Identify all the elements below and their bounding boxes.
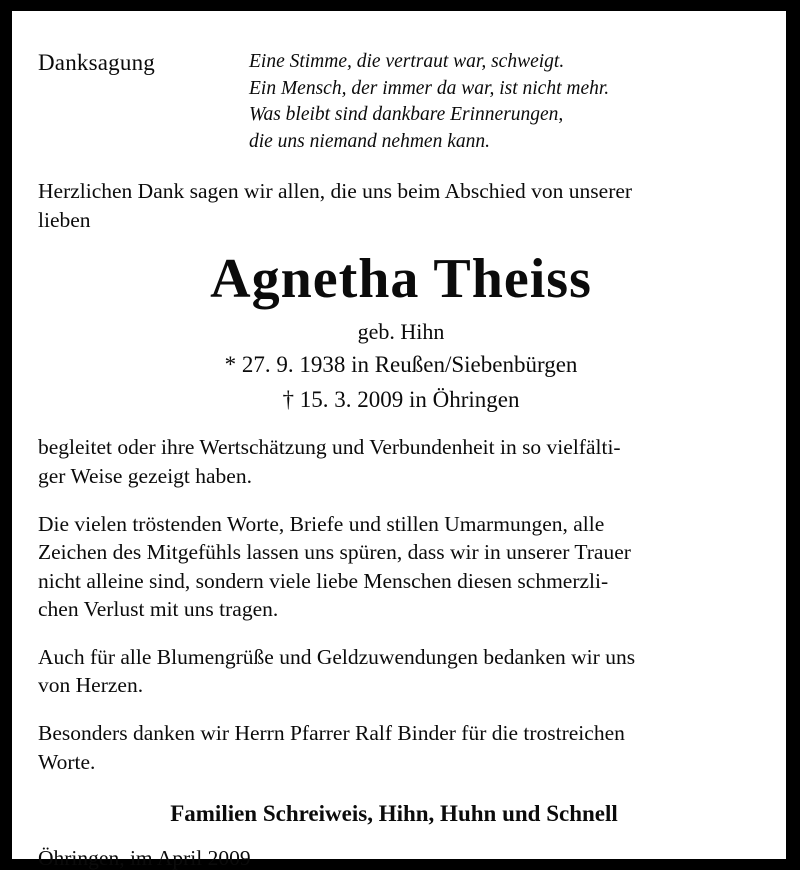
paragraph-flowers-donations-line-1: Auch für alle Blumengrüße und Geldzuwendungen bedanken wir uns (38, 644, 636, 669)
verse-line-4: die uns niemand nehmen kann. (248, 130, 490, 152)
verse-line-3: Was bleibt sind dankbare Erinnerungen, (248, 104, 564, 126)
deceased-name-block (38, 250, 764, 414)
deceased-maiden-name: geb. Hihn (357, 319, 445, 345)
paragraph-flowers-donations (38, 643, 764, 700)
obituary-notice (12, 11, 786, 870)
paragraph-condolences-line-1: Die vielen tröstenden Worte, Briefe und stillen Umarmungen, alle (38, 511, 605, 536)
paragraph-continuation (38, 433, 764, 490)
paragraph-pastor-thanks (38, 719, 764, 776)
paragraph-condolences (38, 510, 764, 624)
verse-line-1: Eine Stimme, die vertraut war, schweigt. (248, 51, 565, 72)
paragraph-condolences-line-2: Zeichen des Mitgefühls lassen uns spüren, dass wir in unserer Trauer (38, 540, 631, 565)
lead-paragraph (38, 177, 764, 234)
lead-paragraph-line-2: lieben (38, 207, 91, 232)
birth-date-line: * 27. 9. 1938 in Reußen/Siebenbürgen (224, 352, 578, 378)
paragraph-condolences-line-4: chen Verlust mit uns tragen. (38, 597, 279, 622)
paragraph-flowers-donations-line-2: von Herzen. (38, 673, 144, 698)
notice-heading: Danksagung (38, 50, 155, 75)
death-date-line: † 15. 3. 2009 in Öhringen (282, 386, 520, 412)
paragraph-continuation-line-1: begleitet oder ihre Wertschätzung und Verbundenheit in so vielfälti- (38, 435, 621, 460)
lead-paragraph-line-1: Herzlichen Dank sagen wir allen, die uns beim Abschied von unserer (38, 179, 633, 204)
paragraph-pastor-thanks-line-2: Worte. (38, 749, 96, 774)
paragraph-pastor-thanks-line-1: Besonders danken wir Herrn Pfarrer Ralf Binder für die trostreichen (38, 721, 625, 746)
place-and-date: Öhringen, im April 2009 (38, 845, 251, 870)
verse-line-2: Ein Mensch, der immer da war, ist nicht mehr. (248, 77, 610, 99)
family-signature: Familien Schreiweis, Hihn, Huhn und Schnell (170, 801, 618, 827)
memorial-verse (249, 49, 609, 155)
deceased-name: Agnetha Theiss (210, 248, 592, 311)
notice-header (38, 49, 764, 155)
paragraph-continuation-line-2: ger Weise gezeigt haben. (38, 463, 252, 488)
paragraph-condolences-line-3: nicht alleine sind, sondern viele liebe Menschen diesen schmerzli- (38, 568, 609, 593)
